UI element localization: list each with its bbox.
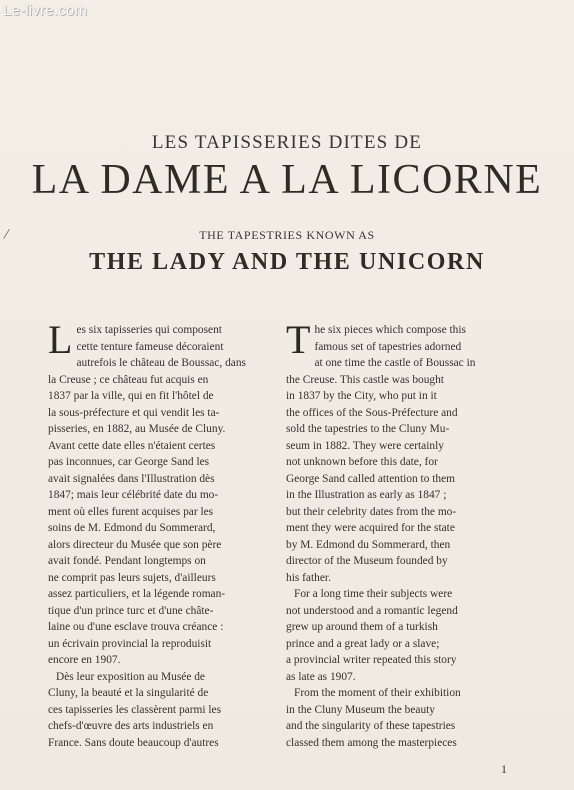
text-line: autrefois le château de Boussac, dans <box>76 357 246 369</box>
text-line: chefs-d'œuvre des arts industriels en <box>48 720 214 732</box>
text-line: la sous-préfecture et qui vendit les ta- <box>48 406 220 419</box>
french-dropcap: L <box>48 317 73 362</box>
english-dropcap: T <box>286 317 311 362</box>
text-line: director of the Museum founded by <box>286 555 448 567</box>
text-line: la Creuse ; ce château fut acquis en <box>48 373 209 386</box>
text-line: prince and a great lady or a slave; <box>286 637 440 650</box>
english-title-small: THE TAPESTRIES KNOWN AS <box>199 228 375 242</box>
text-line: the Creuse. This castle was bought <box>286 373 444 386</box>
site-watermark: Le-livre.com <box>3 2 88 19</box>
text-line: he six pieces which compose this <box>314 324 466 336</box>
english-text-column <box>286 317 502 751</box>
text-line: in the Cluny Museum the beauty <box>286 703 436 716</box>
english-title-block <box>0 225 574 276</box>
text-line: ment they were acquired for the state <box>286 522 455 534</box>
text-line: pisseries, en 1882, au Musée de Cluny. <box>48 423 226 435</box>
text-line: seum in 1882. They were certainly <box>286 439 444 452</box>
text-line: ces tapisseries les classèrent parmi les <box>48 703 222 716</box>
text-line: as late as 1907. <box>286 670 356 683</box>
text-line: in the Illustration as early as 1847 ; <box>286 489 447 501</box>
page-number: 1 <box>501 762 507 776</box>
text-line: George Sand called attention to them <box>286 472 456 485</box>
text-line: Avant cette date elles n'étaient certes <box>48 439 216 452</box>
text-line: at one time the castle of Boussac in <box>314 357 476 369</box>
text-line: Dès leur exposition au Musée de <box>56 670 205 683</box>
text-line: 1847; mais leur célébrité date du mo- <box>48 489 219 501</box>
text-line: ment où elles furent acquises par les <box>48 505 214 518</box>
text-line: in 1837 by the City, who put in it <box>286 390 437 402</box>
text-line: Cluny, la beauté et la singularité de <box>48 687 209 699</box>
text-line: grew up around them of a turkish <box>286 621 438 633</box>
text-line: From the moment of their exhibition <box>294 687 461 699</box>
text-line: un écrivain provincial la reproduisit <box>48 637 212 650</box>
text-line: sold the tapestries to the Cluny Mu- <box>286 423 450 435</box>
text-line: but their celebrity dates from the mo- <box>286 505 457 518</box>
text-line: classed them among the masterpieces <box>286 736 457 749</box>
text-line: France. Sans doute beaucoup d'autres <box>48 736 219 749</box>
text-line: not understood and a romantic legend <box>286 604 458 617</box>
text-line: soins de M. Edmond du Sommerard, <box>48 522 216 534</box>
text-line: cette tenture fameuse décoraient <box>76 340 224 353</box>
text-line: avait signalées dans l'Illustration dès <box>48 472 215 485</box>
french-title-small: LES TAPISSERIES DITES DE <box>151 132 423 153</box>
text-line: famous set of tapestries adorned <box>314 340 462 353</box>
text-line: his father. <box>286 571 331 584</box>
text-line: For a long time their subjects were <box>294 588 453 600</box>
text-line: the offices of the Sous-Préfecture and <box>286 406 458 419</box>
french-title-block <box>0 132 574 203</box>
text-line: tique d'un prince turc et d'une châte- <box>48 604 214 617</box>
text-line: avait fondé. Pendant longtemps on <box>48 555 206 567</box>
text-line: pas inconnues, car George Sand les <box>48 456 210 468</box>
text-line: 1837 par la ville, qui en fit l'hôtel de <box>48 390 214 402</box>
text-line: and the singularity of these tapestries <box>286 720 456 732</box>
text-line: alors directeur du Musée que son père <box>48 538 222 551</box>
text-line: not unknown before this date, for <box>286 456 438 468</box>
french-title-large: LA DAME A LA LICORNE <box>31 157 543 203</box>
text-line: ne comprit pas leurs sujets, d'ailleurs <box>48 571 216 584</box>
text-line: laine ou d'une esclave trouva créance : <box>48 621 224 633</box>
text-line: es six tapisseries qui composent <box>76 324 222 336</box>
text-line: assez particuliers, et la légende roman- <box>48 588 226 600</box>
text-line: by M. Edmond du Sommerard, then <box>286 538 451 551</box>
english-title-large: THE LADY AND THE UNICORN <box>89 249 485 275</box>
text-line: a provincial writer repeated this story <box>286 654 457 666</box>
margin-mark: / <box>2 225 11 244</box>
text-line: encore en 1907. <box>48 654 121 666</box>
french-text-column <box>48 317 264 751</box>
